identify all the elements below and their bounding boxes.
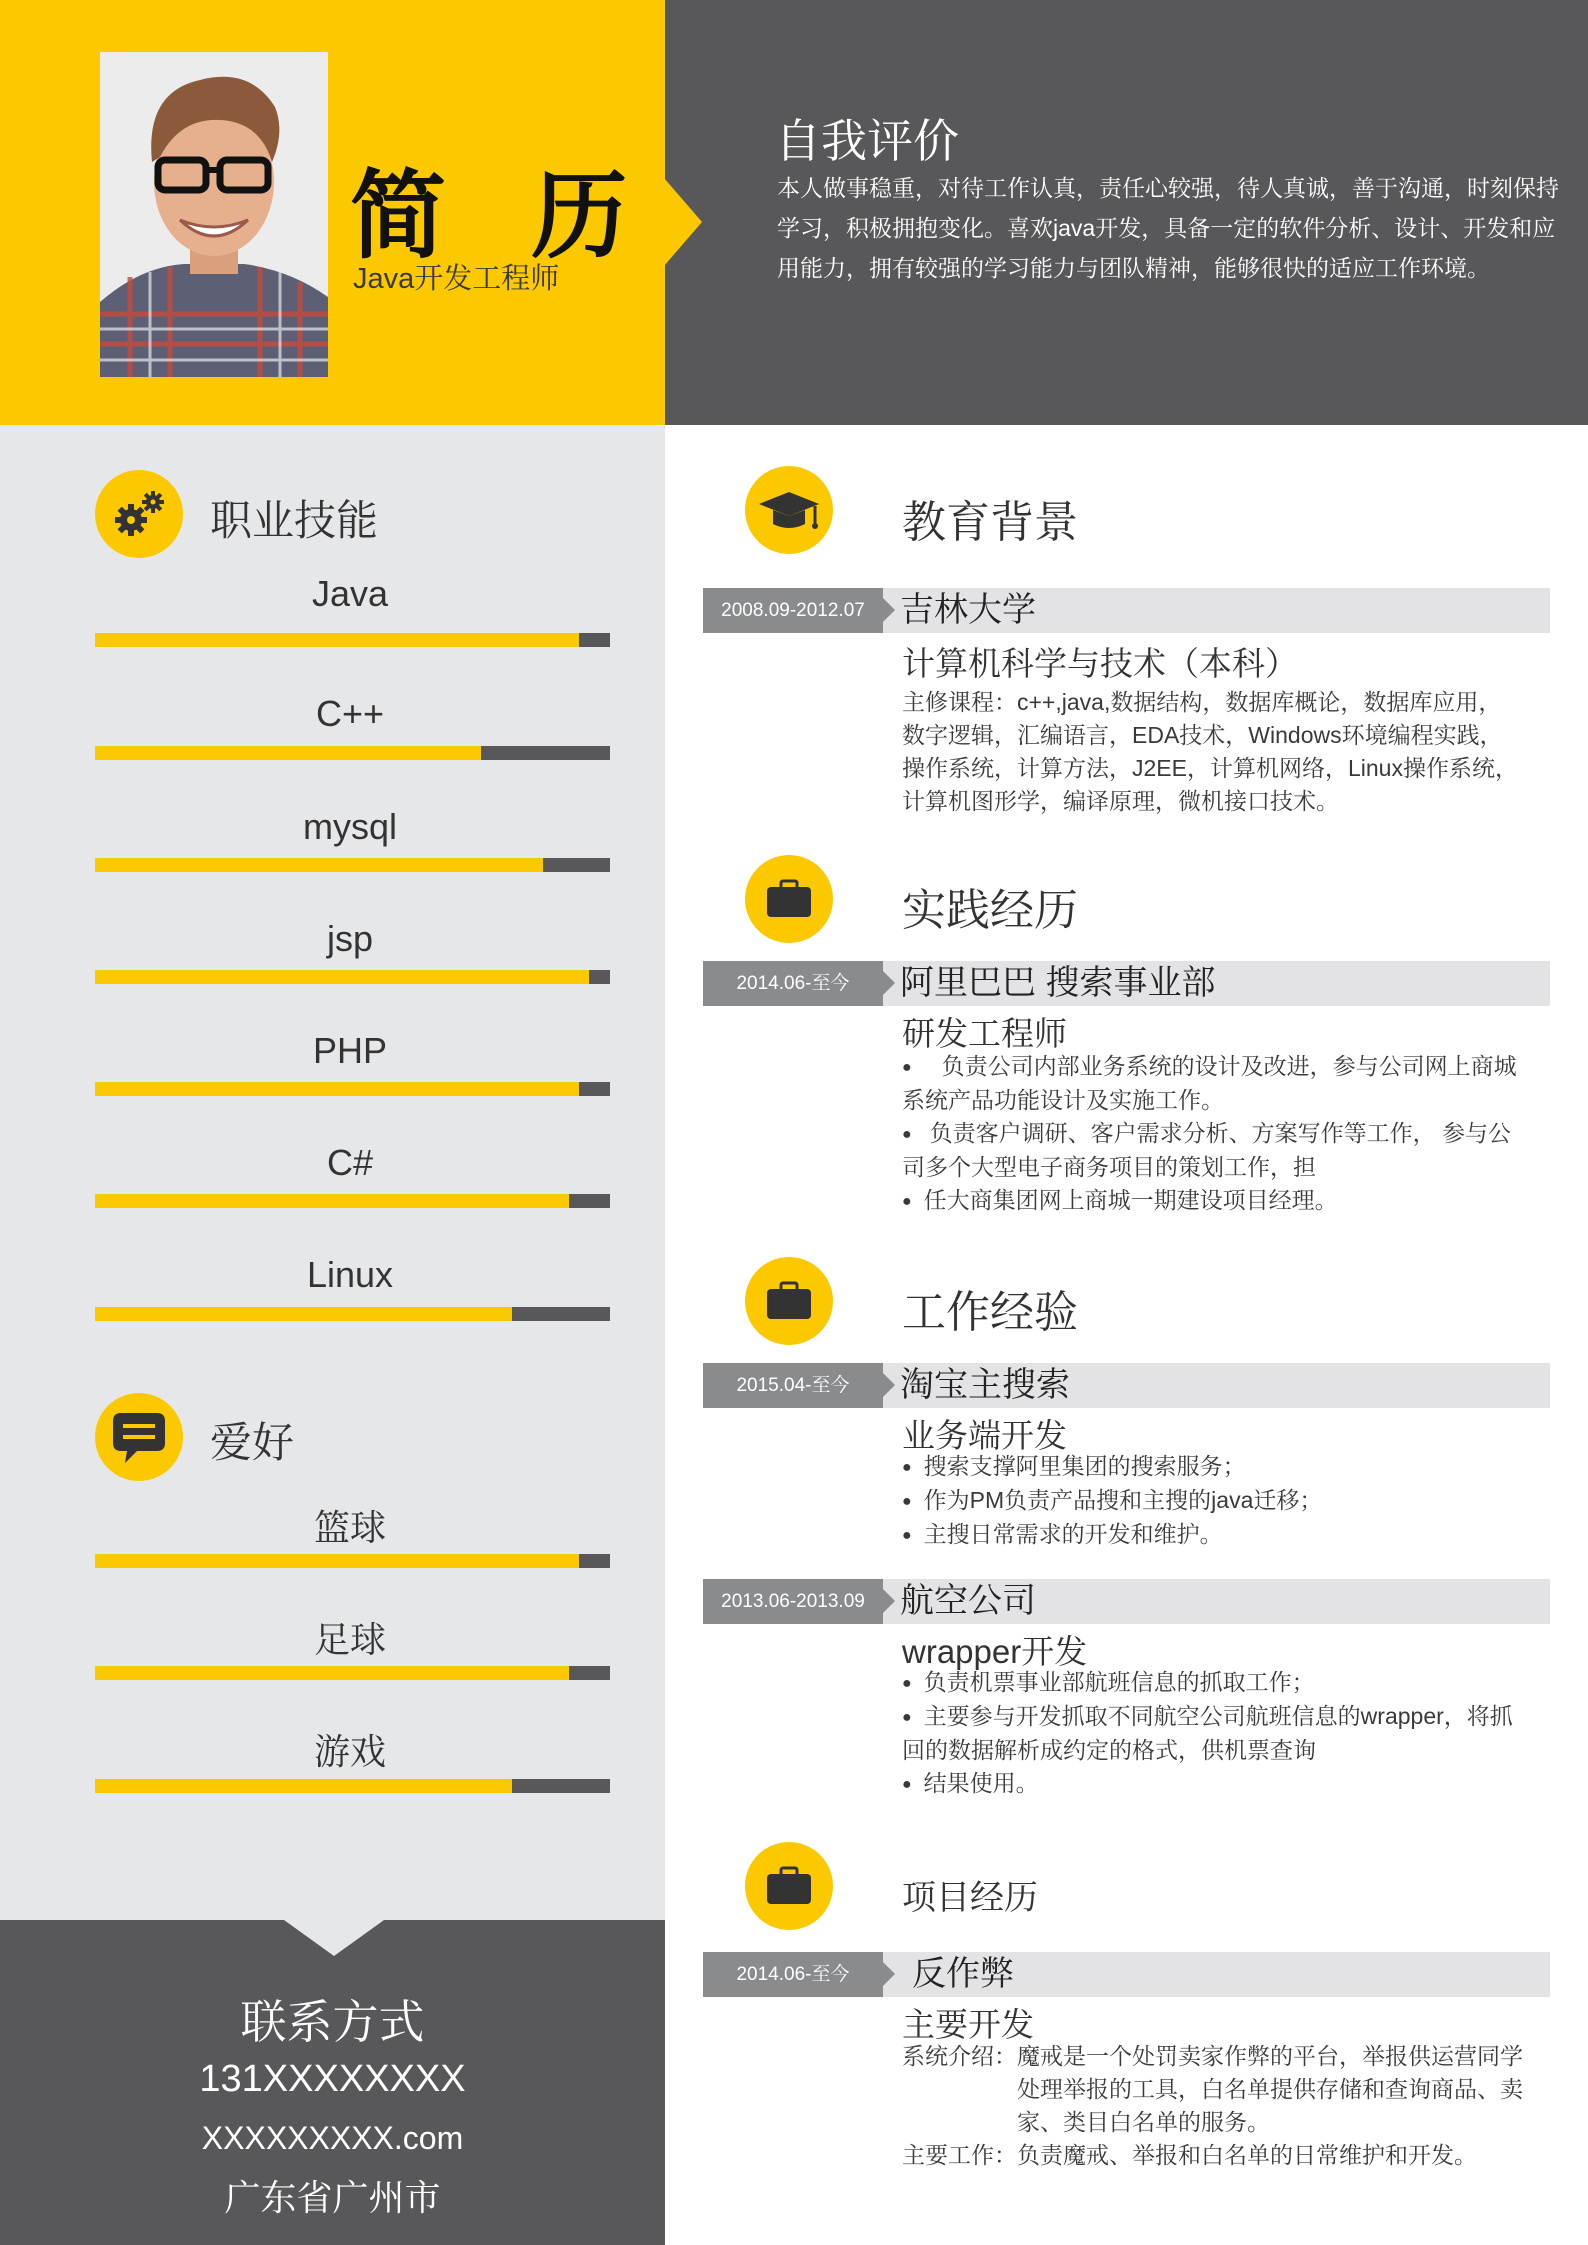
text-line: 任大商集团网上商城一期建设项目经理。 bbox=[923, 1187, 1338, 1213]
briefcase-icon bbox=[745, 855, 833, 943]
skill-bar-fill bbox=[95, 746, 481, 760]
skill-bar-fill bbox=[95, 1082, 579, 1096]
bullet-line bbox=[902, 1518, 1552, 1552]
text-line: 处理举报的工具，白名单提供存储和查询商品、卖 bbox=[1017, 2076, 1523, 2102]
self-evaluation-text: 本人做事稳重，对待工作认真，责任心较强，待人真诚，善于沟通，时刻保持学习，积极拥抱变化。喜欢java开发，具备一定的软件分析、设计、开发和应用能力，拥有较强的学习能力与团队精神，能够很快的适应工作环境。 bbox=[777, 175, 1559, 281]
hobby-bar bbox=[95, 1666, 610, 1680]
text-line: 负责机票事业部航班信息的抓取工作； bbox=[923, 1669, 1315, 1695]
practice-heading: 实践经历 bbox=[902, 886, 1078, 935]
briefcase-icon bbox=[745, 1842, 833, 1930]
skill-bar-fill bbox=[95, 858, 543, 872]
skill-bar-fill bbox=[95, 633, 579, 647]
entry-date: 2008.09-2012.07 bbox=[703, 588, 883, 633]
skill-label: PHP bbox=[312, 1030, 388, 1071]
project-intro-row bbox=[902, 2040, 1562, 2139]
skill-label: Linux bbox=[306, 1254, 394, 1295]
entry-role: 计算机科学与技术（本科） bbox=[902, 645, 1298, 682]
hobby-bar-fill bbox=[95, 1779, 512, 1793]
entry-date: 2014.06-至今 bbox=[703, 961, 883, 1006]
self-evaluation-heading: 自我评价 bbox=[775, 115, 959, 167]
entry-role: 主要开发 bbox=[902, 2006, 1034, 2043]
bullet-line bbox=[902, 1184, 1552, 1218]
contact-location: 广东省广州市 bbox=[224, 2177, 441, 2218]
entry-organization: 吉林大学 bbox=[900, 591, 1036, 629]
skill-label: C++ bbox=[315, 693, 385, 734]
project-work-text: 负责魔戒、举报和白名单的日常维护和开发。 bbox=[1017, 2142, 1477, 2168]
entry-date: 2014.06-至今 bbox=[703, 1952, 883, 1997]
skill-bar bbox=[95, 970, 610, 984]
job-title: Java开发工程师 bbox=[353, 263, 560, 295]
project-intro-label: 系统介绍： bbox=[902, 2043, 1017, 2069]
contact-heading: 联系方式 bbox=[240, 1996, 425, 2048]
skill-bar-fill bbox=[95, 970, 589, 984]
skill-bar bbox=[95, 633, 610, 647]
skill-bar bbox=[95, 1082, 610, 1096]
text-line: 司多个大型电子商务项目的策划工作，担 bbox=[902, 1154, 1316, 1180]
entry-role: wrapper开发 bbox=[902, 1633, 1088, 1670]
contact-phone: 131XXXXXXXX bbox=[199, 2058, 466, 2100]
entry-role: 研发工程师 bbox=[902, 1015, 1067, 1052]
hobby-bar-fill bbox=[95, 1666, 569, 1680]
work-duties bbox=[902, 1450, 1552, 1552]
contact-panel bbox=[0, 1920, 665, 2245]
text-line: 主修课程：c++,java,数据结构，数据库概论，数据库应用， bbox=[902, 689, 1502, 715]
entry-date: 2013.06-2013.09 bbox=[703, 1579, 883, 1624]
text-line: 系统产品功能设计及实施工作。 bbox=[902, 1087, 1224, 1113]
text-line: 负责客户调研、客户需求分析、方案写作等工作， 参与公 bbox=[929, 1120, 1512, 1146]
text-line: 家、类目白名单的服务。 bbox=[1017, 2109, 1270, 2135]
project-details bbox=[902, 2040, 1562, 2172]
gears-icon bbox=[95, 470, 183, 558]
skill-label: jsp bbox=[326, 918, 374, 959]
text-line: 搜索支撑阿里集团的搜索服务； bbox=[923, 1453, 1246, 1479]
hobbies-heading: 爱好 bbox=[210, 1419, 295, 1466]
practice-duties bbox=[902, 1050, 1552, 1218]
entry-organization: 阿里巴巴 搜索事业部 bbox=[900, 964, 1216, 1002]
entry-organization: 航空公司 bbox=[900, 1582, 1036, 1620]
entry-date: 2015.04-至今 bbox=[703, 1363, 883, 1408]
skill-label: Java bbox=[311, 573, 389, 614]
text-line: 负责公司内部业务系统的设计及改进，参与公司网上商城 bbox=[941, 1053, 1517, 1079]
entry-role: 业务端开发 bbox=[902, 1417, 1067, 1454]
bullet-line bbox=[902, 1767, 1552, 1801]
text-line: 操作系统，计算方法，J2EE，计算机网络，Linux操作系统， bbox=[902, 755, 1518, 781]
hobby-label: 游戏 bbox=[313, 1731, 386, 1772]
bullet-line bbox=[902, 1450, 1552, 1484]
skill-bar-fill bbox=[95, 1307, 512, 1321]
education-heading: 教育背景 bbox=[902, 498, 1078, 547]
hobby-bar bbox=[95, 1554, 610, 1568]
skill-bar bbox=[95, 1307, 610, 1321]
project-intro-text bbox=[1017, 2040, 1523, 2139]
chat-bubble-icon bbox=[95, 1393, 183, 1481]
hobby-bar-fill bbox=[95, 1554, 579, 1568]
bullet-line bbox=[902, 1484, 1552, 1518]
bullet-line bbox=[902, 1117, 1552, 1151]
work-duties bbox=[902, 1666, 1552, 1801]
text-line: 主要参与开发抓取不同航空公司航班信息的wrapper，将抓 bbox=[923, 1703, 1513, 1729]
bullet-line bbox=[902, 1700, 1552, 1734]
text-line: 主搜日常需求的开发和维护。 bbox=[923, 1521, 1223, 1547]
skill-bar bbox=[95, 1194, 610, 1208]
bullet-line bbox=[902, 1666, 1552, 1700]
hobby-label: 篮球 bbox=[313, 1507, 386, 1548]
project-work-label: 主要工作： bbox=[902, 2142, 1017, 2168]
entry-organization: 淘宝主搜索 bbox=[900, 1366, 1070, 1404]
skill-bar bbox=[95, 858, 610, 872]
text-line: 数字逻辑，汇编语言，EDA技术，Windows环境编程实践， bbox=[902, 722, 1503, 748]
entry-organization: 反作弊 bbox=[912, 1955, 1014, 1993]
profile-photo bbox=[100, 52, 328, 377]
skill-label: mysql bbox=[302, 806, 397, 847]
text-line: 作为PM负责产品搜和主搜的java迁移； bbox=[923, 1487, 1323, 1513]
skill-label: C# bbox=[326, 1142, 374, 1183]
project-work-row bbox=[902, 2139, 1562, 2172]
text-line: 计算机图形学，编译原理，微机接口技术。 bbox=[902, 788, 1339, 814]
bullet-line bbox=[902, 1050, 1552, 1084]
work-heading: 工作经验 bbox=[902, 1288, 1078, 1337]
education-courses bbox=[902, 686, 1552, 818]
resume-title: 简 历 bbox=[350, 160, 654, 272]
skills-heading: 职业技能 bbox=[210, 497, 379, 544]
hobby-label: 足球 bbox=[313, 1619, 386, 1660]
skill-bar-fill bbox=[95, 1194, 569, 1208]
hobby-bar bbox=[95, 1779, 610, 1793]
project-heading: 项目经历 bbox=[902, 1879, 1038, 1917]
contact-email: XXXXXXXXX.com bbox=[201, 2120, 464, 2156]
text-line: 魔戒是一个处罚卖家作弊的平台，举报供运营同学 bbox=[1017, 2043, 1523, 2069]
text-line: 结果使用。 bbox=[923, 1770, 1039, 1796]
graduation-cap-icon bbox=[745, 466, 833, 554]
skill-bar bbox=[95, 746, 610, 760]
briefcase-icon bbox=[745, 1257, 833, 1345]
text-line: 回的数据解析成约定的格式，供机票查询 bbox=[902, 1737, 1316, 1763]
